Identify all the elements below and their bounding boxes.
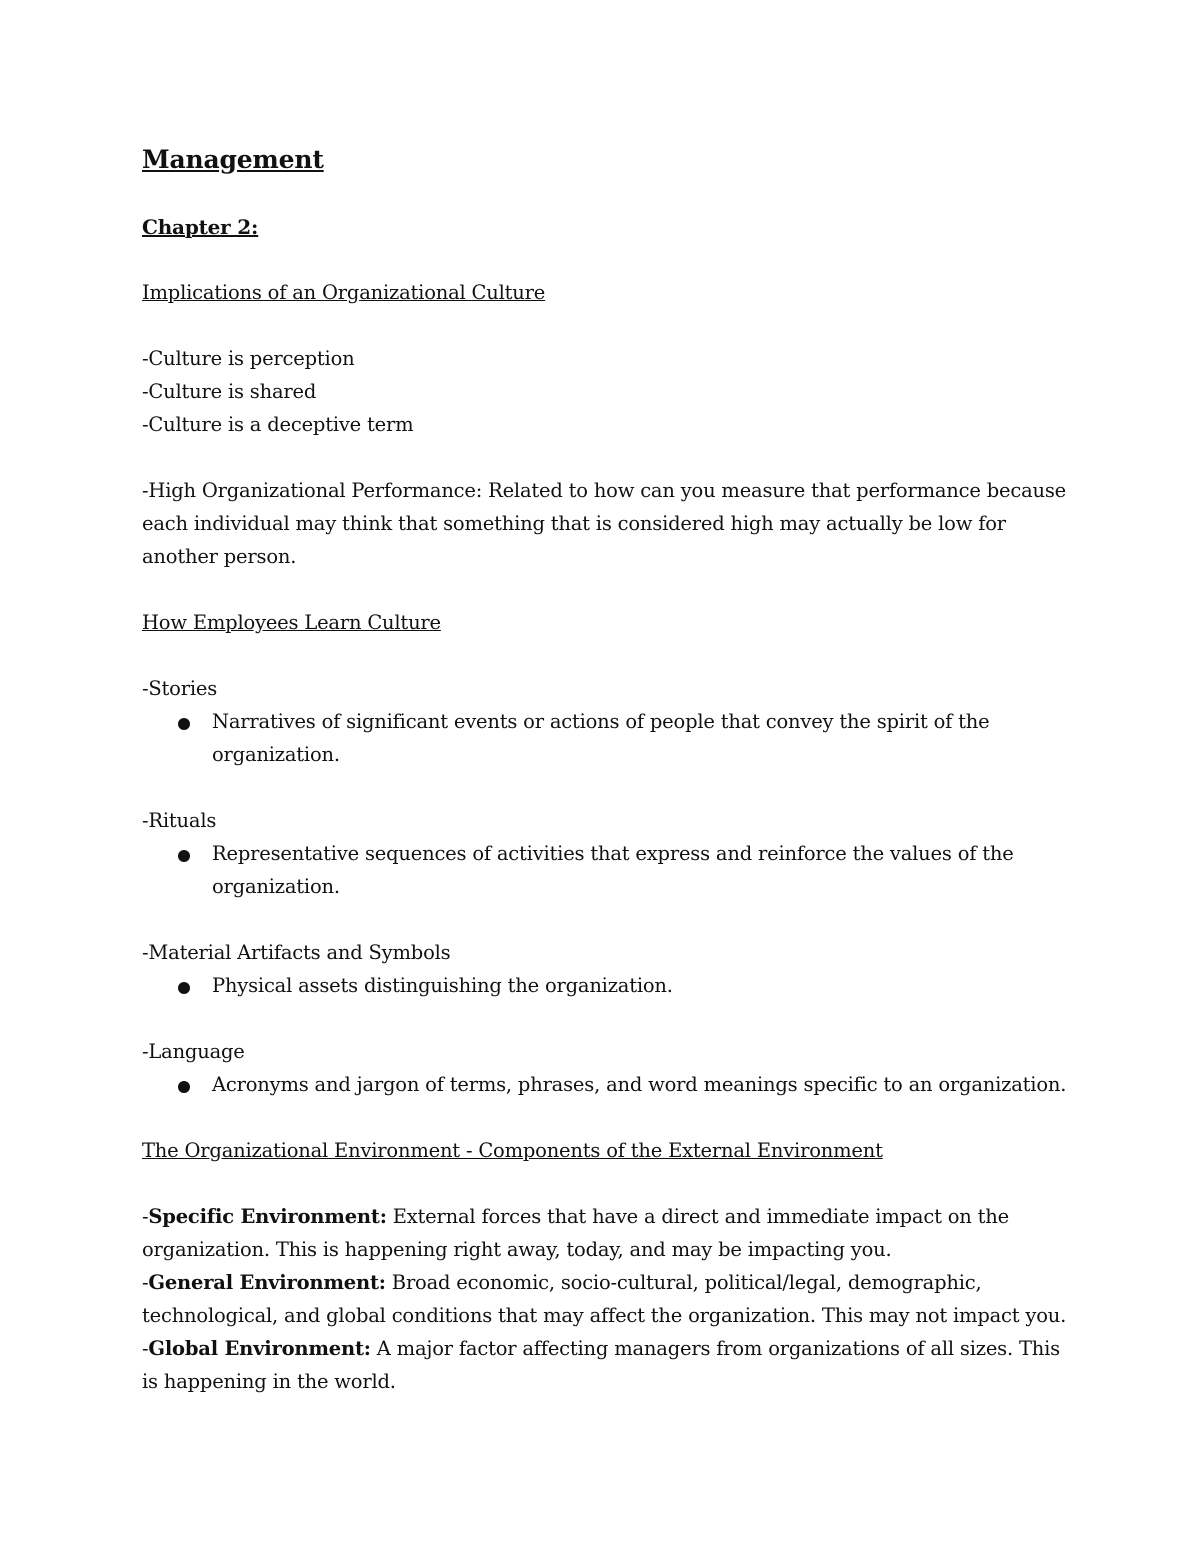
paragraph-high-performance: -High Organizational Performance: Related to how can you measure that performance because each individual may think that something that is considered high may actually be low for another person. bbox=[142, 479, 1066, 568]
entry-term: Global Environment: bbox=[148, 1337, 371, 1360]
group-label-stories: -Stories bbox=[142, 677, 218, 700]
environment-entry-general bbox=[142, 1266, 1072, 1332]
bullet-icon bbox=[178, 1081, 190, 1093]
entry-text: A major factor affecting managers from organizations of all sizes. This is happening in the world. bbox=[142, 1337, 1060, 1393]
section-heading-learn-culture: How Employees Learn Culture bbox=[142, 611, 441, 634]
bullet-text: Representative sequences of activities that express and reinforce the values of the organization. bbox=[212, 842, 1014, 898]
entry-term: General Environment: bbox=[148, 1271, 386, 1294]
bullet-list bbox=[142, 837, 1072, 903]
entry-text: Broad economic, socio-cultural, political/legal, demographic, technological, and global conditions that may affect the organization. This may not impact you. bbox=[142, 1271, 1067, 1327]
entry-term: Specific Environment: bbox=[148, 1205, 387, 1228]
bullet-text: Narratives of significant events or actions of people that convey the spirit of the organization. bbox=[212, 710, 990, 766]
bullet-text: Acronyms and jargon of terms, phrases, and word meanings specific to an organization. bbox=[212, 1073, 1067, 1096]
group-label-rituals: -Rituals bbox=[142, 809, 217, 832]
environment-entry-global bbox=[142, 1332, 1072, 1398]
entry-text: External forces that have a direct and immediate impact on the organization. This is happening right away, today, and may be impacting you. bbox=[142, 1205, 1009, 1261]
section-heading-culture-implications: Implications of an Organizational Culture bbox=[142, 281, 546, 304]
bullet-item bbox=[142, 1068, 1072, 1101]
bullet-item bbox=[142, 969, 1072, 1002]
group-label-language: -Language bbox=[142, 1040, 245, 1063]
list-item: -Culture is a deceptive term bbox=[142, 413, 414, 436]
entry-dash: - bbox=[142, 1205, 149, 1228]
bullet-list bbox=[142, 1068, 1072, 1101]
environment-entry-specific bbox=[142, 1200, 1072, 1266]
chapter-heading: Chapter 2: bbox=[142, 215, 259, 239]
bullet-item bbox=[142, 705, 1072, 771]
bullet-text: Physical assets distinguishing the organization. bbox=[212, 974, 673, 997]
document-title: Management bbox=[142, 145, 324, 174]
entry-dash: - bbox=[142, 1337, 149, 1360]
section-heading-environment: The Organizational Environment - Components of the External Environment bbox=[142, 1139, 883, 1162]
bullet-icon bbox=[178, 850, 190, 862]
bullet-list bbox=[142, 969, 1072, 1002]
list-item: -Culture is shared bbox=[142, 380, 317, 403]
bullet-list bbox=[142, 705, 1072, 771]
bullet-icon bbox=[178, 982, 190, 994]
group-label-artifacts: -Material Artifacts and Symbols bbox=[142, 941, 451, 964]
entry-dash: - bbox=[142, 1271, 149, 1294]
bullet-item bbox=[142, 837, 1072, 903]
list-item: -Culture is perception bbox=[142, 347, 355, 370]
document-page bbox=[142, 140, 1072, 1398]
bullet-icon bbox=[178, 718, 190, 730]
